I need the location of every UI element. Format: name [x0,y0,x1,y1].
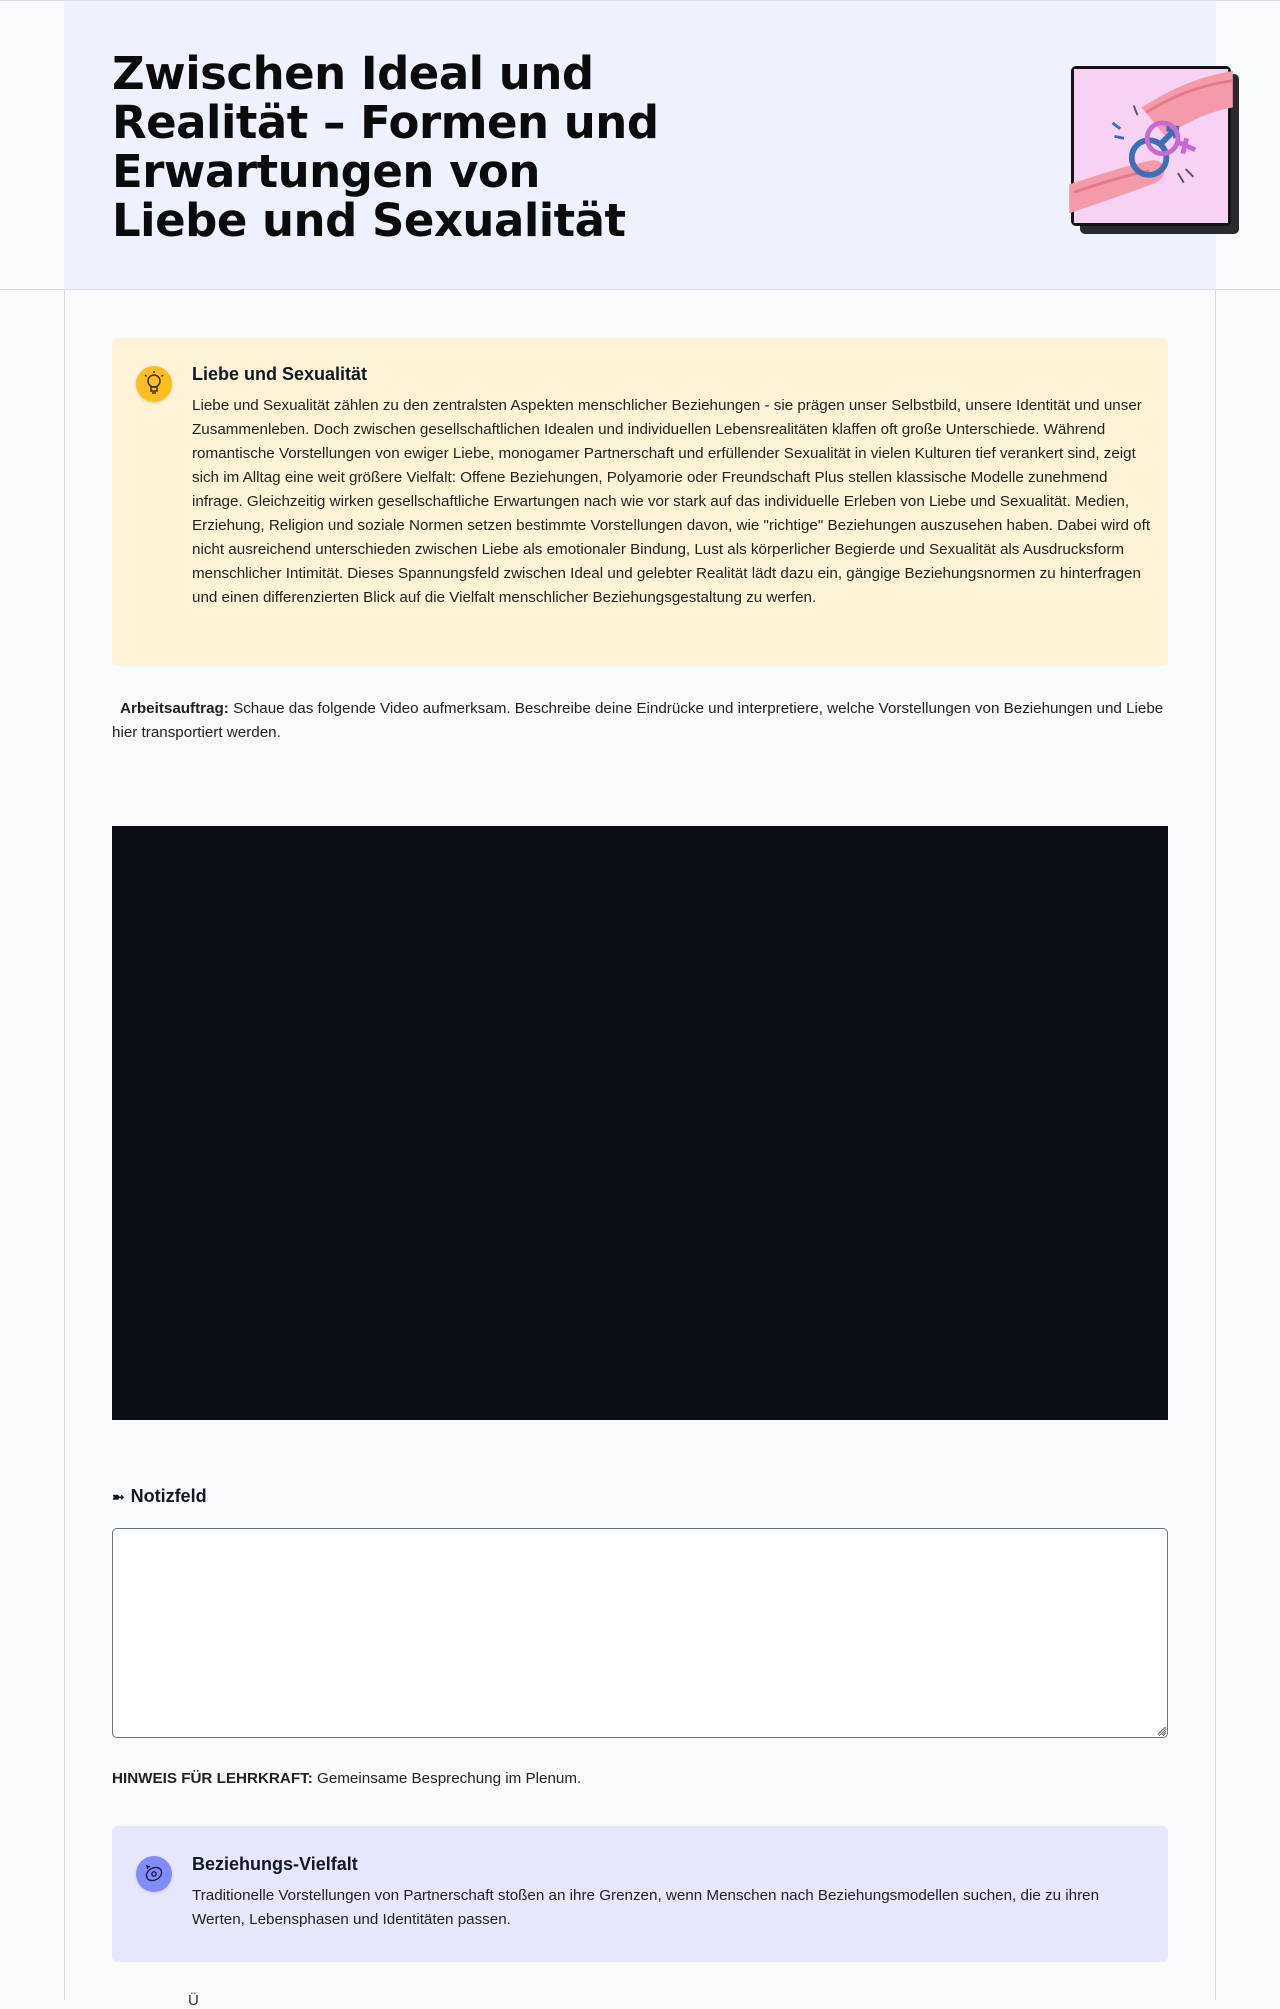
video-player[interactable] [112,826,1168,1420]
arrow-right-icon: ➼ [112,1488,125,1506]
assignment-body: Schaue das folgende Video aufmerksam. Beschreibe deine Eindrücke und interpretiere, welche Vorstellungen von Beziehungen und Liebe hier transportiert werden. [112,700,1164,741]
assignment-label: Arbeitsauftrag: [120,700,229,717]
relationship-orbit-icon [136,1856,172,1892]
teacher-hint-label: HINWEIS FÜR LEHRKRAFT: [112,1770,313,1787]
teacher-hint [112,1770,581,1787]
info-box-text: Liebe und Sexualität zählen zu den zentralsten Aspekten menschlicher Beziehungen - sie prägen unser Selbstbild, unsere Identität und unser Zusammenleben. Doch zwischen gesellschaftlichen Idealen und individuellen Lebensrealitäten klaffen oft große Unterschiede. Während romantische Vorstellungen von ewiger Liebe, monogamer Partnerschaft und erfüllender Sexualität in vielen Kulturen tief verankert sind, zeigt sich im Alltag eine weit größere Vielfalt: Offene Beziehungen, Polyamorie oder Freundschaft Plus stellen klassische Modelle zunehmend infrage. Gleichzeitig wirken gesellschaftliche Erwartungen nach wie vor stark auf das individuelle Erleben von Liebe und Sexualität. Medien, Erziehung, Religion und soziale Normen setzen bestimmte Vorstellungen davon, wie "richtige" Beziehungen auszusehen haben. Dabei wird oft nicht ausreichend unterschieden zwischen Liebe als emotionaler Bindung, Lust als körperlicher Begierde und Sexualität als Ausdrucksform menschlicher Intimität. Dieses Spannungsfeld zwischen Ideal und gelebter Realität lädt dazu ein, gängige Beziehungsnormen zu hinterfragen und einen differenzierten Blick auf die Vielfalt menschlicher Beziehungsgestaltung zu werfen. [192,397,1151,606]
page-title: Zwischen Ideal und Realität – Formen und Erwartungen von Liebe und Sexualität [112,47,659,247]
assignment-text [112,697,1172,745]
hero-image [1071,66,1231,226]
lightbulb-icon [136,366,172,402]
teacher-hint-text: Gemeinsame Besprechung im Plenum. [312,1770,582,1787]
notes-heading [112,1486,207,1507]
header-panel [64,1,1216,289]
info-box [112,338,1168,666]
info-box-title: Liebe und Sexualität [192,364,368,384]
relationship-variety-box [112,1826,1168,1962]
variety-box-title: Beziehungs-Vielfalt [192,1854,358,1874]
variety-box-text: Traditionelle Vorstellungen von Partnerschaft stoßen an ihre Grenzen, wenn Menschen nach Beziehungsmodellen suchen, die zu ihren Werten, Lebensphasen und Identitäten passen. [192,1887,1100,1928]
resize-handle-icon[interactable] [1158,1727,1166,1735]
gender-symbols-hands-illustration-icon [1074,69,1228,223]
notes-textarea[interactable] [112,1528,1168,1738]
cut-off-heading: Ü [188,1992,199,2009]
page-header [0,0,1280,290]
notes-title: Notizfeld [130,1486,207,1506]
